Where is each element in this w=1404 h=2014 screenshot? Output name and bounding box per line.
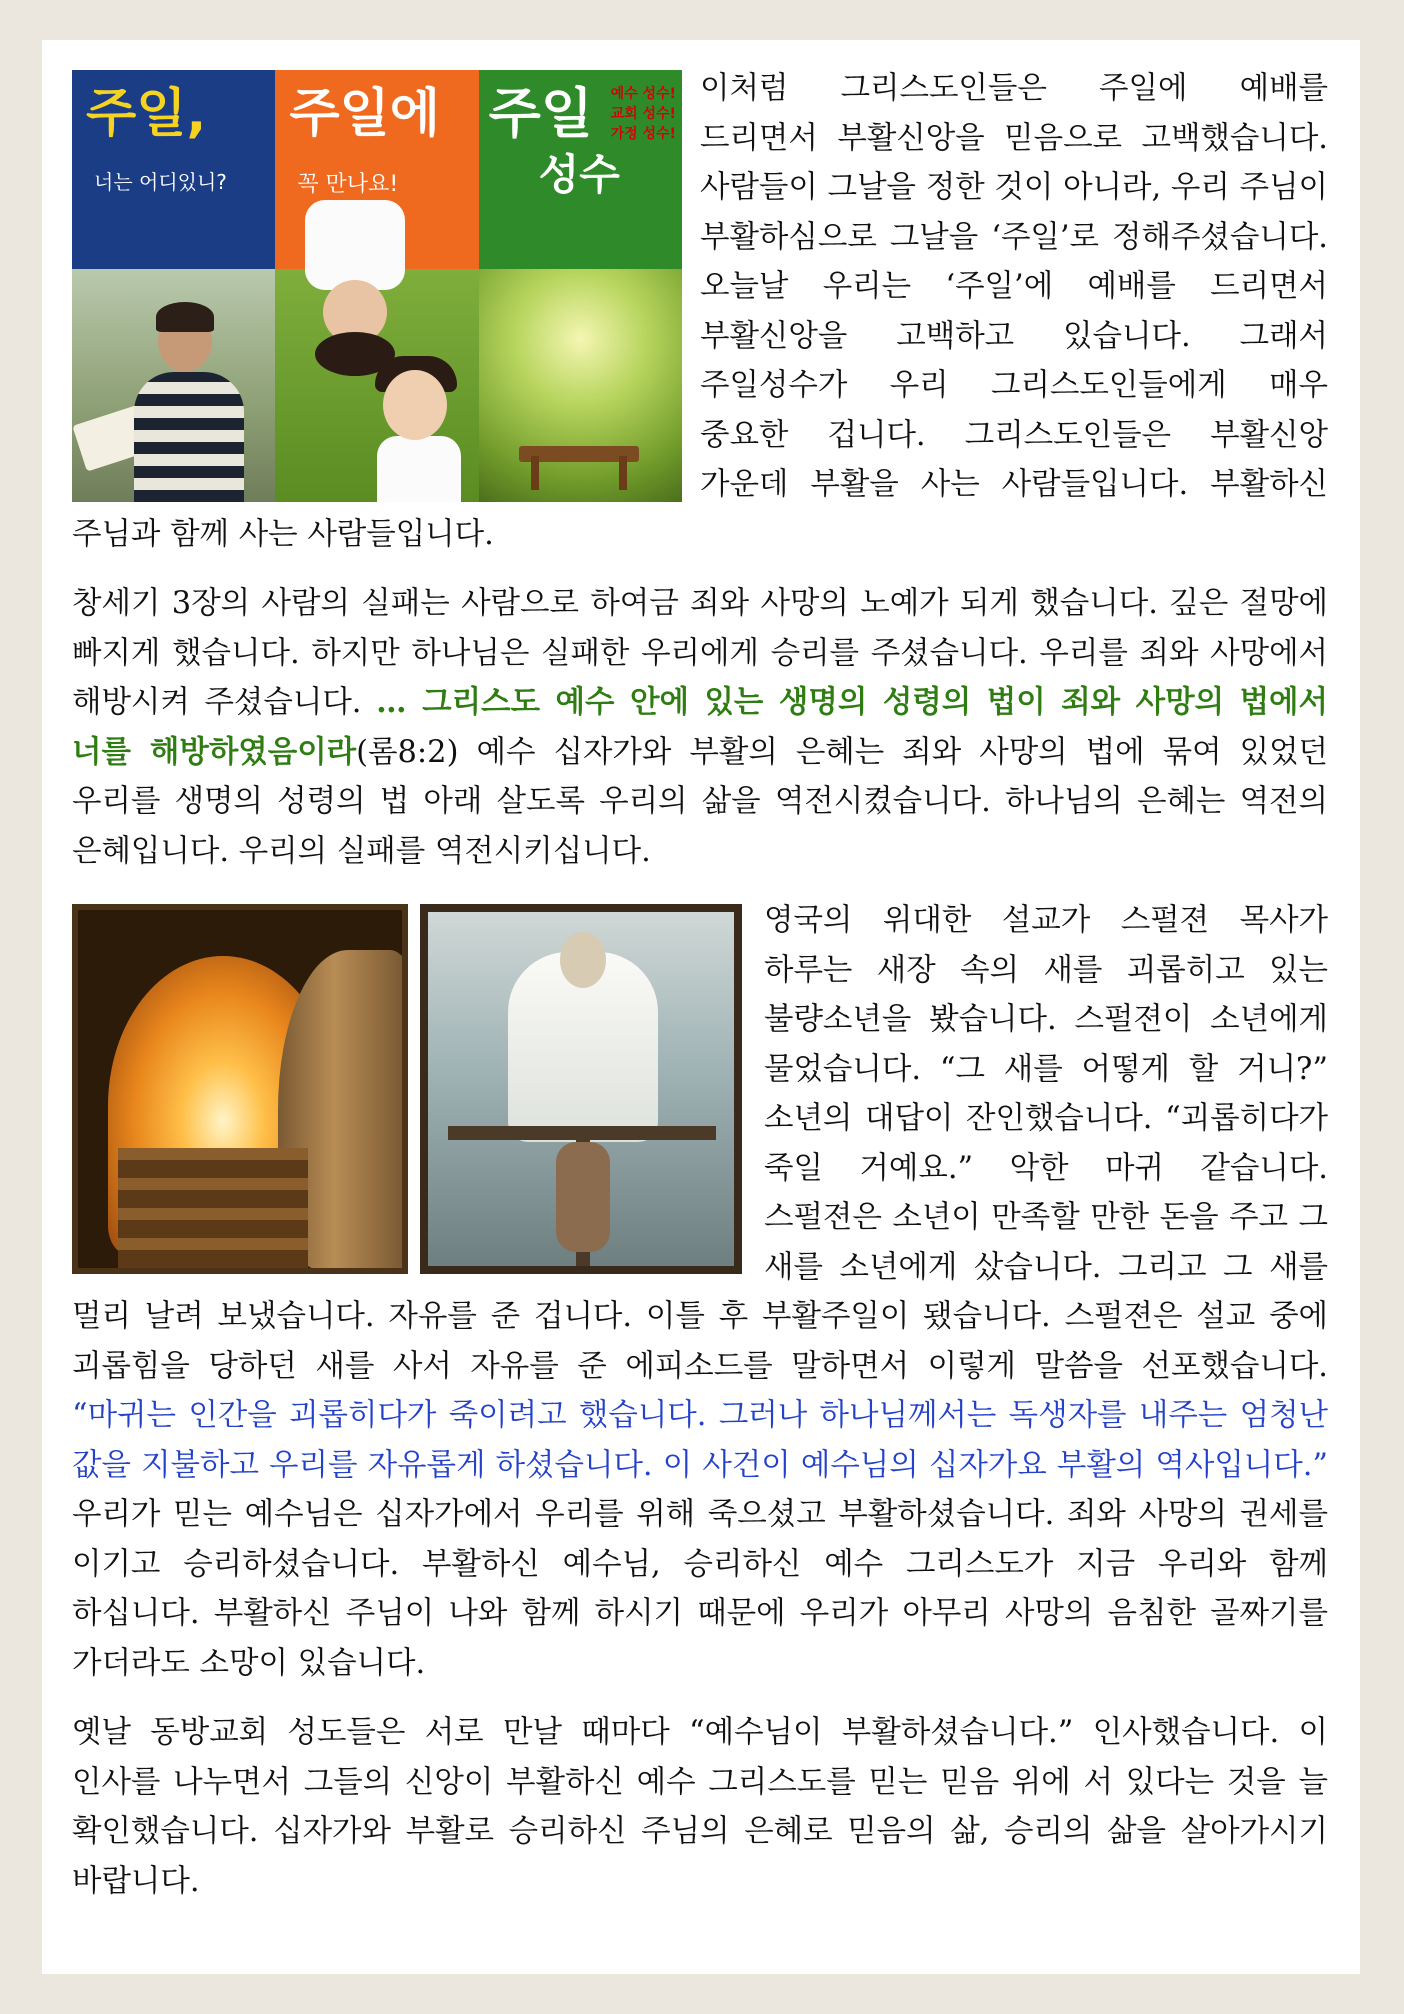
child-face-shape [383, 370, 447, 440]
poster-2-subtitle: 꼭 만나요! [297, 172, 399, 197]
paragraph-3: 영국의 위대한 설교가 스펄젼 목사가 하루는 새장 속의 새를 괴롭히고 있는 불량소년을 봤습니다. 스펄젼이 소년에게 물었습니다. “그 새를 어떻게 할 거니?” 소년의 대답이 잔인했습니다. “괴롭히다가 죽일 거예요.” 악한 마귀 같습니다. 스펄젼은 소년이 만족할 만한 돈을 주고 그 새를 소년에게 샀습니다. 그리고 그 새를 멀리 날려 보냈습니다. 자유를 준 겁니다. 이틀 후 부활주일이 됐습니다. 스펄젼은 설교 중에 괴롭힘을 당하던 새를 사서 자유를 준 에피소드를 말하면서 이렇게 말씀을 선포했습니다. “마귀는 인간을 괴롭히다가 죽이려고 했습니다. 그러나 하나님께서는 독생자를 내주는 엄청난 값을 지불하고 우리를 자유롭게 하셨습니다. 이 사건이 예수님의 십자가요 부활의 역사입니다.” 우리가 믿는 예수님은 십자가에서 우리를 위해 죽으셨고 부활하셨습니다. 죄와 사망의 권세를 이기고 승리하셨습니다. 부활하신 예수님, 승리하신 예수 그리스도가 지금 우리와 함께 하십니다. 부활하신 주님이 나와 함께 하시기 때문에 우리가 아무리 사망의 음침한 골짜기를 가더라도 소망이 있습니다. [72, 903, 1328, 1681]
poster-1-title: 주일, [86, 84, 207, 144]
poster-3-title-2: 성수 [538, 150, 620, 199]
paragraph-1: 이처럼 그리스도인들은 주일에 예배를 드리면서 부활신앙을 믿음으로 고백했습니다. 사람들이 그날을 정한 것이 아니라, 우리 주님이 부활하심으로 그날을 ‘주일’로 정해주셨습니다. 오늘날 우리는 ‘주일’에 예배를 드리면서 부활신앙을 고백하고 있습니다. 그래서 주일성수가 우리 그리스도인들에게 매우 중요한 겁니다. 그리스도인들은 부활신앙 가운데 부활을 사는 사람들입니다. 부활하신 주님과 함께 사는 사람들입니다. [72, 71, 1328, 552]
poster-3-title: 주일 [488, 82, 593, 145]
poster-sunday-where-are-you [72, 70, 275, 502]
poster-keep-sunday [479, 70, 682, 502]
person-body-shape [134, 372, 244, 502]
poster-2-title: 주일에 [289, 84, 441, 144]
child-shirt-shape [377, 436, 461, 502]
child-shirt-shape [305, 200, 405, 290]
sunday-posters-image [72, 70, 682, 502]
poster-1-subtitle: 너는 어디있니? [94, 170, 227, 194]
person-hair-shape [156, 302, 214, 332]
article-body [72, 64, 1328, 1906]
bible-verse: … 그리스도 예수 안에 있는 생명의 성령의 법이 죄와 사망의 법에서 너를 해방하였음이라 [72, 684, 1328, 770]
poster-3-side-text: 예수 성수! 교회 성수! 가정 성수! [610, 86, 676, 142]
paragraph-4: 옛날 동방교회 성도들은 서로 만날 때마다 “예수님이 부활하셨습니다.” 인사했습니다. 이 인사를 나누면서 그들의 신앙이 부활하신 예수 그리스도를 믿는 믿음 위에 서 있다는 것을 늘 확인했습니다. 십자가와 부활로 승리하신 주님의 은혜로 믿음의 삶, 승리의 삶을 살아가시기 바랍니다. [72, 1715, 1328, 1899]
empty-tomb-image [72, 904, 408, 1274]
poster-meet-on-sunday [275, 70, 478, 502]
resurrection-painting-image [420, 904, 742, 1274]
sermon-quote: “마귀는 인간을 괴롭히다가 죽이려고 했습니다. 그러나 하나님께서는 독생자를 내주는 엄청난 값을 지불하고 우리를 자유롭게 하셨습니다. 이 사건이 예수님의 십자가요 부활의 역사입니다.” [72, 1398, 1328, 1483]
paragraph-2: 창세기 3장의 사람의 실패는 사람으로 하여금 죄와 사망의 노예가 되게 했습니다. 깊은 절망에 빠지게 했습니다. 하지만 하나님은 실패한 우리에게 승리를 주셨습니다. 우리를 죄와 사망에서 해방시켜 주셨습니다. … 그리스도 예수 안에 있는 생명의 성령의 법이 죄와 사망의 법에서 너를 해방하였음이라(롬8:2) 예수 십자가와 부활의 은혜는 죄와 사망의 법에 묶여 있었던 우리를 생명의 성령의 법 아래 살도록 우리의 삶을 역전시켰습니다. 하나님의 은혜는 역전의 은혜입니다. 우리의 실패를 역전시키십니다. [72, 586, 1328, 869]
page [42, 40, 1360, 1974]
easter-images [72, 904, 742, 1274]
